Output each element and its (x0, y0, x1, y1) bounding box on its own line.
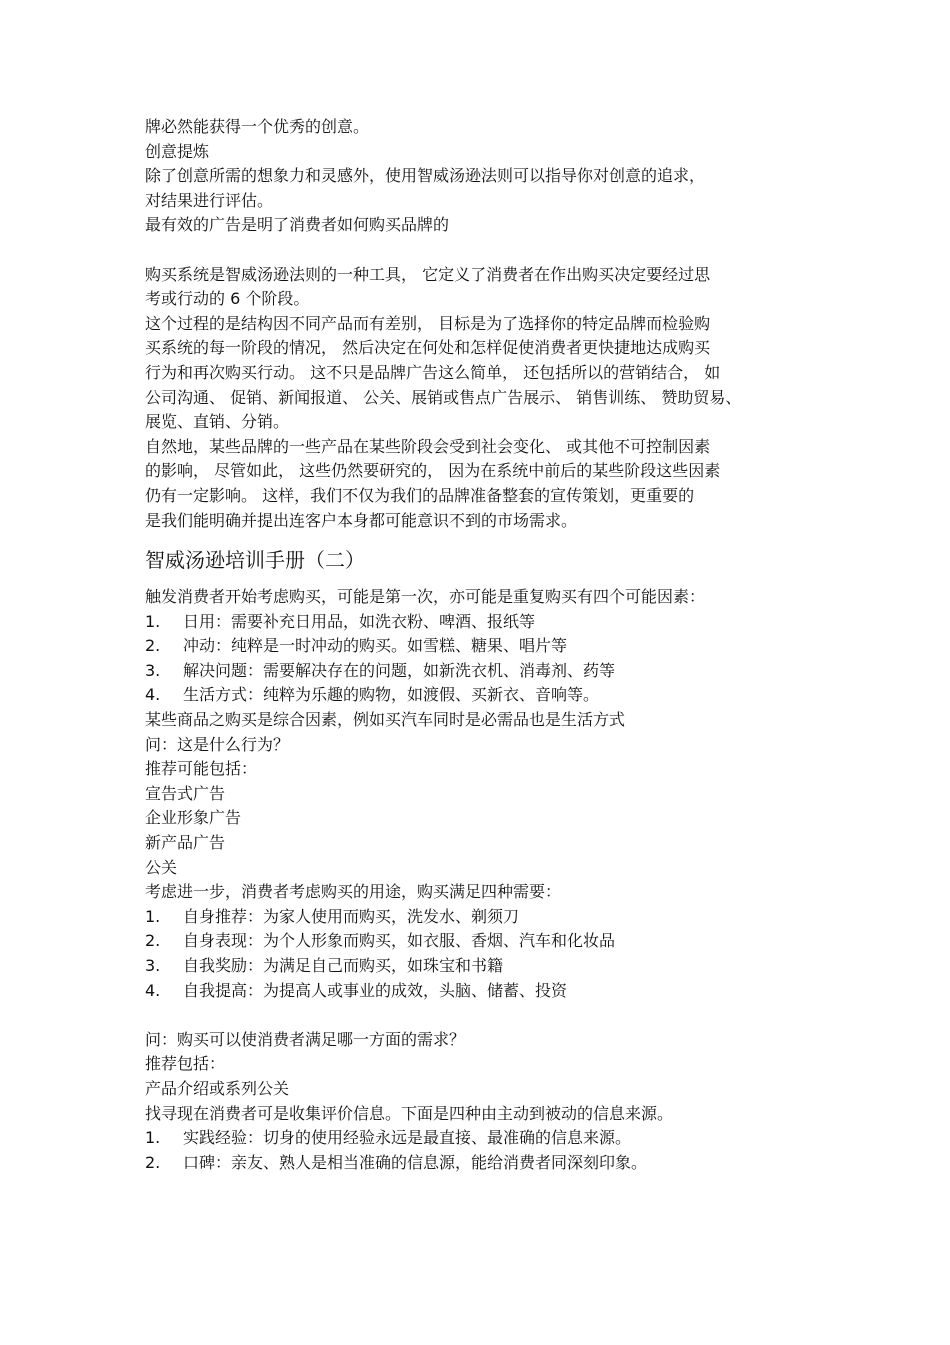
list-number: 2. (145, 931, 161, 951)
list-number: 4. (145, 685, 161, 705)
list-number: 3. (145, 660, 161, 680)
list-number: 1. (145, 611, 161, 631)
list-text: 自身表现：为个人形象而购买，如衣服、香烟、汽车和化妆品 (183, 931, 616, 951)
list-number: 2. (145, 1152, 161, 1172)
text-line: 公司沟通、 促销、新闻报道、 公关、展销或售点广告展示、 销售训练、 赞助贸易、 (145, 387, 742, 407)
list-text: 解决问题：需要解决存在的问题，如新洗衣机、消毒剂、药等 (183, 660, 616, 680)
list-text: 口碑：亲友、熟人是相当准确的信息源，能给消费者同深刻印象。 (183, 1152, 648, 1172)
middle-paragraphs (145, 708, 825, 905)
list-item (145, 683, 825, 708)
list-text: 自我奖励：为满足自己而购买，如珠宝和书籍 (183, 956, 504, 975)
list-number: 1. (145, 906, 161, 926)
text-line: 找寻现在消费者可是收集评价信息。下面是四种由主动到被动的信息来源。 (145, 1103, 674, 1123)
sources-list (145, 1126, 825, 1175)
list-number: 3. (145, 956, 161, 975)
list-item (145, 659, 825, 684)
list-item (145, 1126, 825, 1151)
text-line: 新产品广告 (145, 833, 226, 853)
text-line: 是我们能明确并提出连客户本身都可能意识不到的市场需求。 (145, 510, 578, 530)
text-line: 触发消费者开始考虑购买，可能是第一次，亦可能是重复购买有四个可能因素： (145, 587, 706, 607)
blank-line (145, 1003, 825, 1028)
text-line: 推荐可能包括： (145, 759, 258, 779)
text-line: 某些商品之购买是综合因素，例如买汽车同时是必需品也是生活方式 (145, 710, 626, 730)
text-line: 问：购买可以使消费者满足哪一方面的需求？ (145, 1029, 466, 1049)
text-line: 产品介绍或系列公关 (145, 1078, 290, 1098)
blank-line (145, 238, 825, 263)
text-line: 公关 (145, 857, 178, 877)
list-item (145, 610, 825, 635)
list-item (145, 1151, 825, 1176)
text-line: 购买系统是智威汤逊法则的一种工具， 它定义了消费者在作出购买决定要经过思 (145, 264, 711, 284)
list-number: 2. (145, 636, 161, 656)
text-line: 牌必然能获得一个优秀的创意。 (145, 117, 370, 136)
document-page (145, 115, 825, 1175)
list-text: 自身推荐：为家人使用而购买，洗发水、剃须刀 (183, 906, 520, 926)
text-line: 行为和再次购买行动。 这不只是品牌广告这么简单， 还包括所以的营销结合， 如 (145, 362, 721, 382)
list-number: 4. (145, 980, 161, 1000)
factor-list (145, 610, 825, 708)
text-line: 推荐包括： (145, 1054, 226, 1074)
list-item (145, 634, 825, 659)
list-item (145, 954, 825, 979)
section-title: 智威汤逊培训手册（二） (145, 548, 365, 573)
text-line: 仍有一定影响。 这样，我们不仅为我们的品牌准备整套的宣传策划，更重要的 (145, 485, 695, 505)
text-line: 对结果进行评估。 (145, 190, 274, 210)
text-line: 创意提炼 (145, 141, 210, 161)
needs-list (145, 905, 825, 1003)
list-text: 实践经验：切身的使用经验永远是最直接、最准确的信息来源。 (183, 1128, 632, 1148)
text-line: 自然地，某些品牌的一些产品在某些阶段会受到社会变化、 或其他不可控制因素 (145, 436, 711, 456)
intro-paragraphs (145, 115, 825, 533)
text-line: 宣告式广告 (145, 783, 226, 803)
text-line: 的影响， 尽管如此， 这些仍然要研究的， 因为在系统中前后的某些阶段这些因素 (145, 461, 721, 481)
text-line: 企业形象广告 (145, 808, 242, 828)
text-line: 考虑进一步，消费者考虑购买的用途，购买满足四种需要： (145, 882, 562, 902)
list-item (145, 979, 825, 1004)
list-item (145, 905, 825, 930)
list-item (145, 929, 825, 954)
list-number: 1. (145, 1128, 161, 1148)
list-text: 冲动：纯粹是一时冲动的购买。如雪糕、糖果、唱片等 (183, 636, 568, 656)
text-line: 展览、直销、分销。 (145, 412, 290, 432)
text-line: 除了创意所需的想象力和灵感外，使用智威汤逊法则可以指导你对创意的追求， (145, 166, 706, 186)
list-text: 生活方式：纯粹为乐趣的购物，如渡假、买新衣、音响等。 (183, 685, 600, 705)
closing-paragraphs (145, 1003, 825, 1126)
list-text: 日用：需要补充日用品，如洗衣粉、啤酒、报纸等 (183, 611, 536, 631)
text-line: 考或行动的 6 个阶段。 (145, 289, 310, 309)
text-line: 最有效的广告是明了消费者如何购买品牌的 (145, 215, 450, 235)
text-line: 买系统的每一阶段的情况， 然后决定在何处和怎样促使消费者更快捷地达成购买 (145, 338, 711, 358)
text-line: 问：这是什么行为？ (145, 734, 290, 754)
list-text: 自我提高：为提高人或事业的成效，头脑、储蓄、投资 (183, 980, 568, 1000)
text-line: 这个过程的是结构因不同产品而有差别， 目标是为了选择你的特定品牌而检验购 (145, 313, 711, 333)
